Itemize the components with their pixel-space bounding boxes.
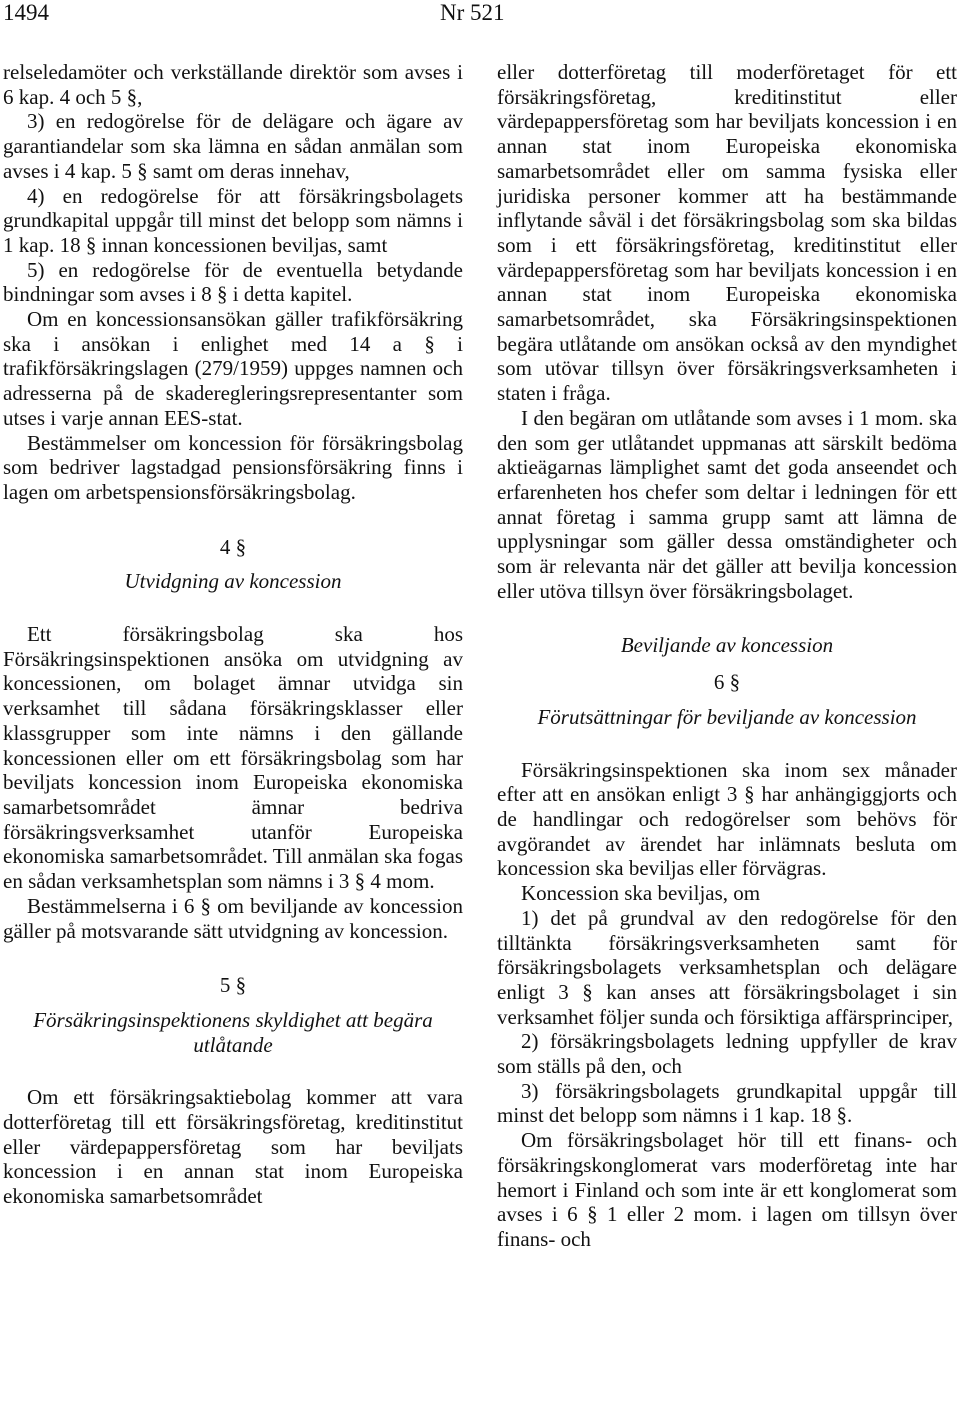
list-item-5: 5) en redogörelse för de eventuella betydande bindningar som avses i 8 § i detta kapitel.: [3, 257, 463, 307]
section-5-title: Försäkringsinspektionens skyldighet att begära utlåtande: [33, 1007, 433, 1057]
paragraph-begaran: I den begäran om utlåtande som avses i 1 mom. ska den som ger utlåtandet uppmanas att särskilt bedöma aktieägarnas lämplighet samt det goda anseendet och erfarenheten hos chefer som deltar i ledningen för ett annat företag i samma grupp samt att lämna de upplysningar som gäller dessa omständigheter och som är relevanta när det gäller att bevilja koncession eller utöva tillsyn över försäkringsbolaget.: [497, 405, 957, 603]
section-6-number: 6 §: [713, 670, 741, 695]
right-column: [497, 60, 957, 1252]
left-column: [3, 60, 463, 1209]
section-6-title: Förutsättningar för beviljande av koncession: [537, 704, 917, 729]
paragraph-continued-right: eller dotterföretag till moderföretaget för ett försäkringsföretag, kreditinstitut eller värdepappersföretag som har beviljats koncession i en annan stat inom Europeiska ekonomiska samarbetsområdet eller om samma fysiska eller juridiska personer kommer att ha bestämmande inflytande såväl i det försäkringsbolag som ska bildas som i ett försäkringsföretag, kreditinstitut eller värdepappersföretag som har beviljats koncession i en annan stat inom Europeiska ekonomiska samarbetsområdet, ska Försäkringsinspektionen begära utlåtande om ansökan också av den myndighet som utövar tillsyn över försäkringsverksamheten i staten i fråga.: [497, 60, 957, 406]
section-6-paragraph-konglomerat: Om försäkringsbolaget hör till ett finans- och försäkringskonglomerat vars moderföretag inte har hemort i Finland och som inte är ett konglomerat som avses i 6 § 1 eller 2 mom. i lagen om tillsyn över finans- och: [497, 1128, 957, 1251]
section-6-paragraph-1: Försäkringsinspektionen ska inom sex månader efter att en ansökan enligt 3 § har anhängiggjorts och de handlingar och redogörelser som behövs för avgörandet av ärendet har inlämnats besluta om koncession ska beviljas eller förvägras.: [497, 757, 957, 881]
paragraph-trafikforsakring: Om en koncessionsansökan gäller trafikförsäkring ska i ansökan i enlighet med 14 a § i trafikförsäkringslagen (279/1959) uppges namnen och adresserna på de skaderegleringsrepresentanter som utses i varje annan EES-stat.: [3, 307, 463, 430]
section-6-list-item-1: 1) det på grundval av den redogörelse för den tilltänkta försäkringsverksamheten samt för försäkringsbolagets verksamhetsplan och delägare enligt 3 § kan anses att försäkringsbolaget i sin verksamhet följer sunda och försiktiga affärsprinciper,: [497, 905, 957, 1029]
list-item-4: 4) en redogörelse för att försäkringsbolagets grundkapital uppgår till minst det belopp som nämns i 1 kap. 18 § innan koncessionen beviljas, samt: [3, 183, 463, 257]
section-4-title: Utvidgning av koncession: [124, 569, 342, 594]
section-4-paragraph-2: Bestämmelserna i 6 § om beviljande av koncession gäller på motsvarande sätt utvidgning av koncession.: [3, 893, 463, 943]
section-6-list-item-3: 3) försäkringsbolagets grundkapital uppgår till minst det belopp som nämns i 1 kap. 18 §.: [497, 1078, 957, 1128]
issue-number: Nr 521: [440, 0, 505, 25]
section-5-number: 5 §: [219, 973, 247, 998]
paragraph-continued: relseledamöter och verkställande direktör som avses i 6 kap. 4 och 5 §,: [3, 60, 463, 109]
section-6-list-item-2: 2) försäkringsbolagets ledning uppfyller de krav som ställs på den, och: [497, 1029, 957, 1079]
page-number: 1494: [3, 0, 49, 25]
chapter-heading: Beviljande av koncession: [620, 633, 834, 658]
section-4-number: 4 §: [219, 534, 247, 559]
list-item-3: 3) en redogörelse för de delägare och ägare av garantiandelar som ska lämna en sådan anmälan som avses i 4 kap. 5 § samt om deras innehav,: [3, 109, 463, 183]
paragraph-pensionsforsakring: Bestämmelser om koncession för försäkringsbolag som bedriver lagstadgad pensionsförsäkring finns i lagen om arbetspensionsförsäkringsbolag.: [3, 430, 463, 504]
section-6-paragraph-2: Koncession ska beviljas, om: [521, 881, 761, 906]
section-4-paragraph-1: Ett försäkringsbolag ska hos Försäkringsinspektionen ansöka om utvidgning av koncessionen, om bolaget ämnar utvidga sin verksamhet till sådana försäkringsklasser eller klassgrupper som inte nämns i den gällande koncessionen eller om ett försäkringsbolag som har beviljats koncession inom Europeiska ekonomiska samarbetsområdet ämnar bedriva försäkringsverksamhet utanför Europeiska ekonomiska samarbetsområdet. Till anmälan ska fogas en sådan verksamhetsplan som nämns i 3 § 4 mom.: [3, 622, 463, 894]
section-5-paragraph-1: Om ett försäkringsaktiebolag kommer att vara dotterföretag till ett försäkringsföretag, kreditinstitut eller värdepappersföretag som har beviljats koncession i en annan stat inom Europeiska ekonomiska samarbetsområdet: [3, 1085, 463, 1209]
